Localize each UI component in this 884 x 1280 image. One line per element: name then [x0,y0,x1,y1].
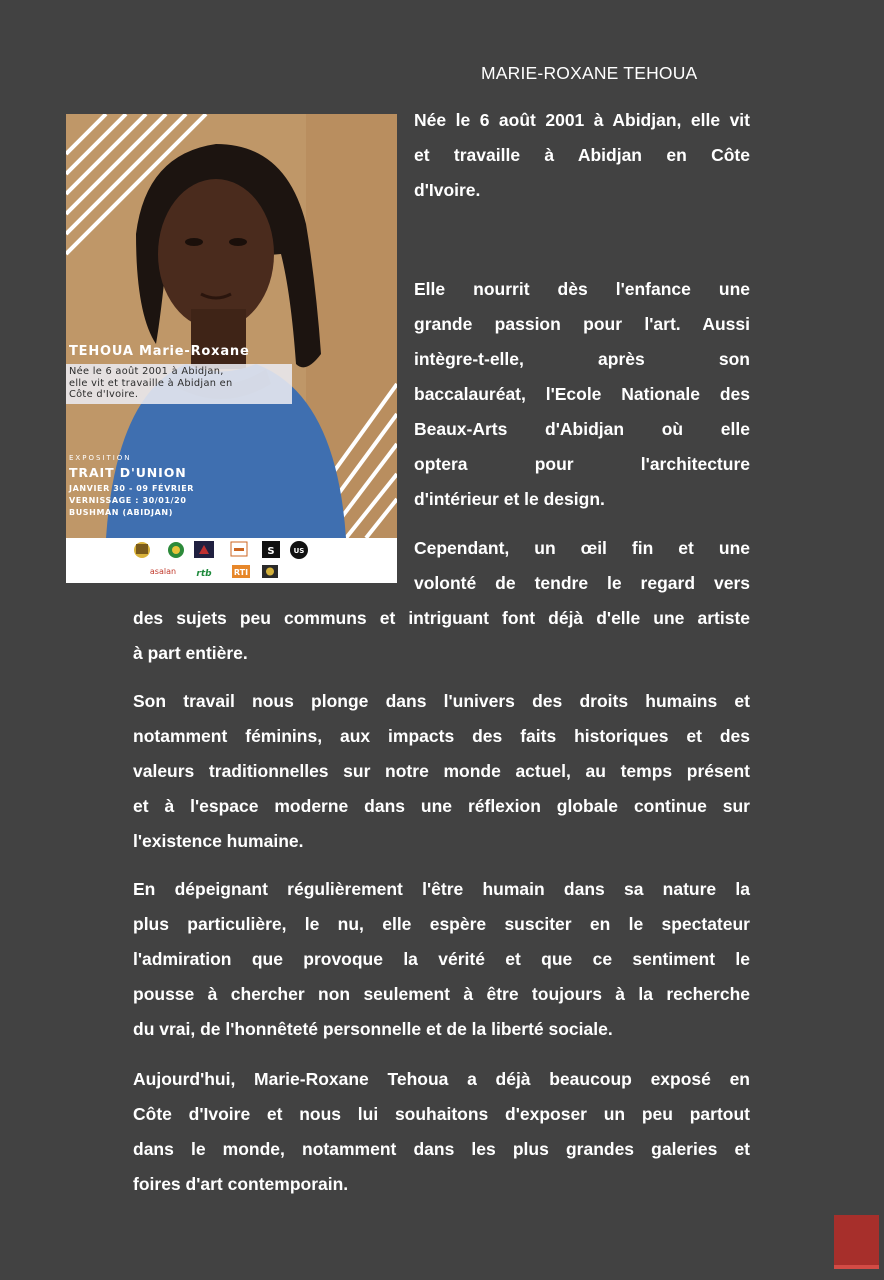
rtb-logo [196,569,212,579]
text-line: dans le monde, notamment dans les plus grandes galeries et [133,1139,750,1159]
text-line: valeurs traditionnelles sur notre monde actuel, au temps présent [133,761,750,781]
page-header-name: MARIE-ROXANE TEHOUA [481,63,698,83]
text-line: Aujourd'hui, Marie-Roxane Tehoua a déjà beaucoup exposé en [133,1069,750,1089]
sponsor-logos [66,538,397,583]
paragraph-work [133,684,750,859]
text-line: à part entière. [133,643,248,663]
paragraph-education [414,272,750,517]
text-line: et à l'espace moderne dans une réflexion globale continue sur [133,796,750,816]
paragraph-vision-end [133,601,750,671]
text-line: baccalauréat, l'Ecole Nationale des [414,384,750,404]
text-line: et travaille à Abidjan en Côte [414,145,750,165]
text-line: En dépeignant régulièrement l'être humain dans sa nature la [133,879,750,899]
poster-bio-line: elle vit et travaille à Abidjan en [69,377,233,389]
poster-bio-line: Née le 6 août 2001 à Abidjan, [69,366,224,377]
svg-text:asalan: asalan [149,567,177,576]
poster-artist-name: TEHOUA Marie-Roxane [69,344,250,359]
text-line: d'intérieur et le design. [414,489,605,509]
coat-of-arms-logo [134,542,150,558]
gold-sponsor-logo [262,565,278,578]
text-line: plus particulière, le nu, elle espère susciter en le spectateur [133,914,750,934]
asalan-logo [150,567,176,576]
paragraph-birth [414,103,750,208]
poster-venue: BUSHMAN (ABIDJAN) [69,508,173,517]
text-line: volonté de tendre le regard vers [414,573,750,593]
text-line: optera pour l'architecture [414,454,750,474]
text-line: pousse à chercher non seulement à être toujours à la recherche [133,984,750,1004]
text-line: Côte d'Ivoire et nous lui souhaitons d'exposer un peu partout [133,1104,750,1124]
svg-text:S: S [267,546,275,557]
poster-exhibition-title: TRAIT D'UNION [69,465,187,480]
text-line: Cependant, un œil fin et une [414,538,750,558]
text-line: des sujets peu communs et intriguant font déjà d'elle une artiste [133,608,750,628]
text-line: Elle nourrit dès l'enfance une [414,279,750,299]
art-square-logo [194,541,214,558]
poster-exhibition-label: EXPOSITION [69,454,132,462]
poster-vernissage: VERNISSAGE : 30/01/20 [69,496,187,505]
text-line: intègre-t-elle, après son [414,349,750,369]
text-line: Née le 6 août 2001 à Abidjan, elle vit [414,110,750,130]
text-line: d'Ivoire. [414,180,481,200]
poster-dates: JANVIER 30 - 09 FÉVRIER [69,484,195,493]
corner-accent-block [834,1215,879,1269]
text-line: Son travail nous plonge dans l'univers des droits humains et [133,691,750,711]
text-line: l'admiration que provoque la vérité et que ce sentiment le [133,949,750,969]
text-line: du vrai, de l'honnêteté personnelle et de la liberté sociale. [133,1019,613,1039]
text-line: grande passion pour l'art. Aussi [414,314,750,334]
svg-text:rtb: rtb [196,569,212,579]
svg-text:US: US [293,547,305,555]
paragraph-vision-start [414,531,750,601]
ministry-logo [168,542,184,558]
text-line: l'existence humaine. [133,831,304,851]
bushman-logo [262,541,280,558]
poster-bio-line: Côte d'Ivoire. [69,389,139,400]
paragraph-nude [133,872,750,1047]
exhibition-poster [66,114,397,583]
prmart-logo [231,542,247,556]
poster-bio-box [66,364,292,404]
art-us-logo [290,541,308,559]
paragraph-today [133,1062,750,1202]
rti-logo [232,565,250,578]
svg-text:RTI: RTI [233,568,249,577]
text-line: foires d'art contemporain. [133,1174,349,1194]
text-line: notamment féminins, aux impacts des faits historiques et des [133,726,750,746]
text-line: Beaux-Arts d'Abidjan où elle [414,419,750,439]
